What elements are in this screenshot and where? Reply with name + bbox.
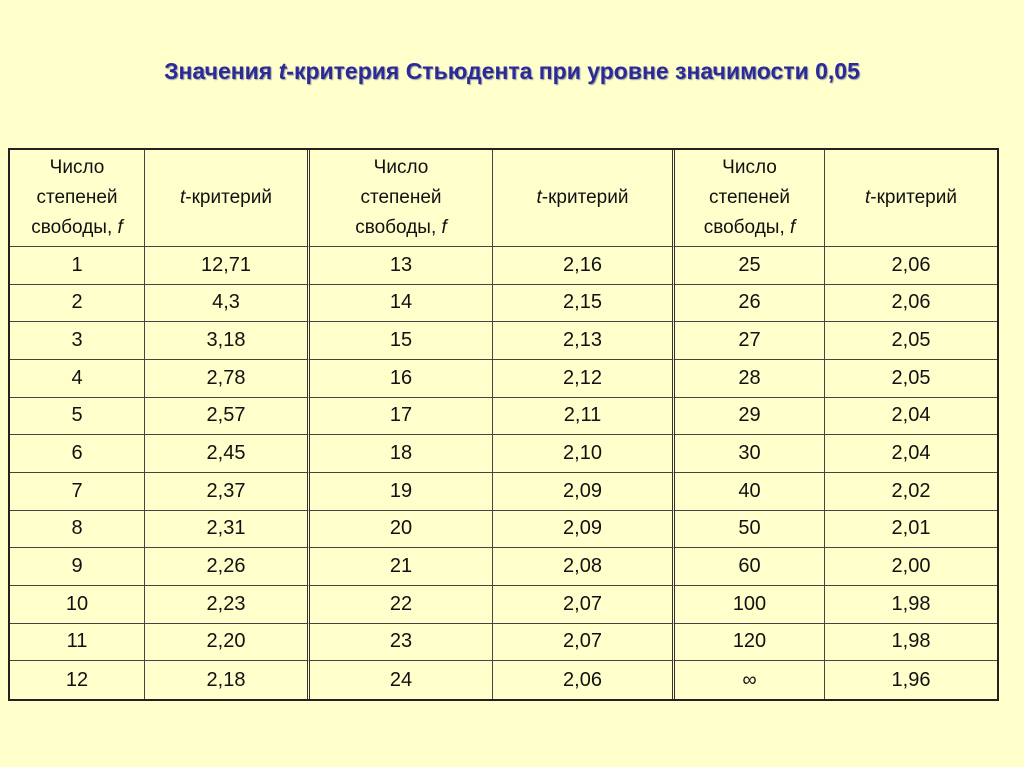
t-value-cell: 2,23 — [145, 586, 310, 624]
t-value-cell: 2,05 — [825, 360, 997, 398]
df-cell: 25 — [675, 247, 825, 285]
t-value-cell: 2,11 — [493, 398, 675, 436]
t-value-cell: 2,10 — [493, 435, 675, 473]
t-column-header — [825, 150, 997, 247]
df-cell: ∞ — [675, 661, 825, 699]
df-cell: 17 — [310, 398, 493, 436]
df-header-text — [704, 153, 796, 243]
t-value-cell: 2,20 — [145, 624, 310, 662]
df-cell: 12 — [10, 661, 145, 699]
df-cell: 60 — [675, 548, 825, 586]
t-value-cell: 12,71 — [145, 247, 310, 285]
page-title — [0, 58, 1024, 85]
df-cell: 100 — [675, 586, 825, 624]
df-cell: 9 — [10, 548, 145, 586]
t-value-cell: 2,18 — [145, 661, 310, 699]
t-value-cell: 2,13 — [493, 322, 675, 360]
t-value-cell: 2,78 — [145, 360, 310, 398]
df-cell: 2 — [10, 285, 145, 323]
t-column-header — [145, 150, 310, 247]
title-text-before: Значения — [164, 58, 279, 84]
title-text-after: -критерия Стьюдента при уровне значимости 0,05 — [286, 58, 860, 84]
t-value-cell: 3,18 — [145, 322, 310, 360]
t-value-cell: 2,09 — [493, 473, 675, 511]
df-cell: 20 — [310, 511, 493, 549]
df-header-line3: свободы, — [355, 217, 442, 238]
df-cell: 23 — [310, 624, 493, 662]
t-value-cell: 2,45 — [145, 435, 310, 473]
t-header-text — [537, 183, 629, 213]
df-cell: 8 — [10, 511, 145, 549]
t-header-rest: -критерий — [541, 187, 629, 208]
df-cell: 28 — [675, 360, 825, 398]
df-cell: 26 — [675, 285, 825, 323]
t-value-cell: 1,98 — [825, 624, 997, 662]
t-header-text — [180, 183, 272, 213]
df-cell: 22 — [310, 586, 493, 624]
df-cell: 14 — [310, 285, 493, 323]
df-column-header — [10, 150, 145, 247]
t-value-cell: 2,01 — [825, 511, 997, 549]
df-header-symbol: f — [790, 217, 796, 238]
t-value-cell: 2,05 — [825, 322, 997, 360]
df-header-symbol: f — [441, 217, 447, 238]
t-critical-values-table — [8, 148, 999, 701]
t-header-rest: -критерий — [185, 187, 272, 208]
t-value-cell: 4,3 — [145, 285, 310, 323]
df-header-text — [355, 153, 447, 243]
t-value-cell: 2,12 — [493, 360, 675, 398]
df-column-header — [310, 150, 493, 247]
t-column-header — [493, 150, 675, 247]
df-header-line3: свободы, — [31, 217, 118, 238]
df-cell: 16 — [310, 360, 493, 398]
t-value-cell: 2,06 — [493, 661, 675, 699]
df-header-symbol: f — [117, 217, 123, 238]
df-cell: 120 — [675, 624, 825, 662]
df-cell: 6 — [10, 435, 145, 473]
df-header-line3: свободы, — [703, 217, 790, 238]
df-header-line1: Число — [49, 157, 105, 178]
df-cell: 4 — [10, 360, 145, 398]
df-header-line2: степеней — [360, 187, 442, 208]
t-value-cell: 2,16 — [493, 247, 675, 285]
t-value-cell: 2,57 — [145, 398, 310, 436]
df-header-line1: Число — [722, 157, 777, 178]
df-header-line2: степеней — [36, 187, 118, 208]
df-cell: 15 — [310, 322, 493, 360]
t-value-cell: 2,15 — [493, 285, 675, 323]
df-cell: 7 — [10, 473, 145, 511]
df-cell: 21 — [310, 548, 493, 586]
t-value-cell: 2,08 — [493, 548, 675, 586]
df-cell: 11 — [10, 624, 145, 662]
t-header-text — [865, 183, 957, 213]
t-value-cell: 2,02 — [825, 473, 997, 511]
df-cell: 1 — [10, 247, 145, 285]
t-header-letter: t — [180, 187, 186, 208]
df-cell: 50 — [675, 511, 825, 549]
t-value-cell: 2,37 — [145, 473, 310, 511]
t-header-rest: -критерий — [870, 187, 957, 208]
title-t-letter: t — [278, 58, 287, 84]
t-value-cell: 2,31 — [145, 511, 310, 549]
t-value-cell: 2,00 — [825, 548, 997, 586]
t-value-cell: 2,04 — [825, 435, 997, 473]
df-cell: 10 — [10, 586, 145, 624]
t-value-cell: 1,96 — [891, 668, 931, 691]
t-value-cell: 2,26 — [145, 548, 310, 586]
df-cell: 24 — [310, 661, 493, 699]
df-cell: 30 — [675, 435, 825, 473]
df-cell: 29 — [675, 398, 825, 436]
df-cell: 27 — [675, 322, 825, 360]
df-header-text — [31, 153, 123, 243]
t-header-letter: t — [865, 187, 871, 208]
df-cell: 3 — [10, 322, 145, 360]
df-header-line2: степеней — [708, 187, 791, 208]
df-header-line1: Число — [373, 157, 429, 178]
t-value-cell: 1,98 — [825, 586, 997, 624]
t-value-cell: 2,07 — [493, 624, 675, 662]
df-cell: 19 — [310, 473, 493, 511]
t-value-cell: 2,09 — [493, 511, 675, 549]
t-header-letter: t — [536, 187, 542, 208]
df-cell: 5 — [10, 398, 145, 436]
t-value-cell: 2,07 — [493, 586, 675, 624]
t-value-cell: 2,06 — [825, 247, 997, 285]
df-cell: 40 — [675, 473, 825, 511]
df-cell: 18 — [310, 435, 493, 473]
df-column-header — [675, 150, 825, 247]
t-value-cell: 2,06 — [825, 285, 997, 323]
df-cell: 13 — [310, 247, 493, 285]
t-value-cell: 2,04 — [825, 398, 997, 436]
